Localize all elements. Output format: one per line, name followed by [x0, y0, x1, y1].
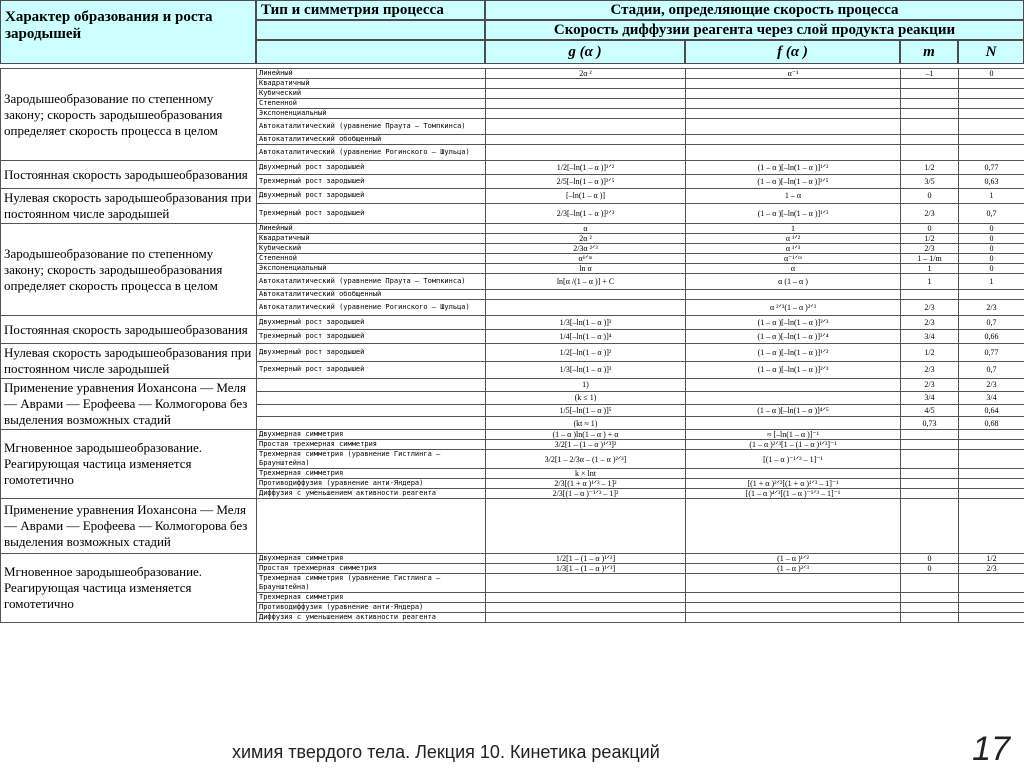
- table-row: [1, 430, 1024, 440]
- process-type: Трехмерный рост зародышей: [257, 361, 486, 379]
- n-value: [959, 440, 1024, 450]
- n-value: 3/4: [959, 391, 1024, 404]
- g-value: [486, 119, 686, 135]
- n-value: [959, 489, 1024, 499]
- n-value: 0,64: [959, 404, 1024, 417]
- n-value: [959, 145, 1024, 161]
- m-value: [901, 290, 959, 300]
- n-value: [959, 499, 1024, 554]
- m-value: 1/2: [901, 234, 959, 244]
- n-value: 0: [959, 69, 1024, 79]
- m-value: 0: [901, 224, 959, 234]
- process-type: Линейный: [257, 224, 486, 234]
- f-value: [686, 379, 901, 392]
- m-value: 3/5: [901, 175, 959, 189]
- f-value: (1 – α )[–ln(1 – α )]¹ᐟ²: [686, 161, 901, 175]
- process-type: Трехмерная симметрия: [257, 469, 486, 479]
- page-number: 17: [972, 730, 1010, 769]
- f-value: [686, 499, 901, 554]
- g-value: [–ln(1 – α )]: [486, 189, 686, 204]
- n-value: 0: [959, 264, 1024, 274]
- f-value: [686, 391, 901, 404]
- n-value: 0,63: [959, 175, 1024, 189]
- f-value: (1 – α )[–ln(1 – α )]³ᐟ⁴: [686, 330, 901, 344]
- m-value: 0: [901, 189, 959, 204]
- process-type: Двухмерная симметрия: [257, 430, 486, 440]
- n-value: 0: [959, 224, 1024, 234]
- f-value: α⁻¹ᐟᵐ: [686, 254, 901, 264]
- group-label: Зародышеобразование по степенному закону; скорость зародышеобразования определяет скорость процесса в целом: [1, 224, 257, 316]
- f-value: [686, 135, 901, 145]
- m-value: [901, 430, 959, 440]
- table-row: [1, 554, 1024, 564]
- group-label: Нулевая скорость зародышеобразования при постоянном числе зародышей: [1, 189, 257, 224]
- m-value: [901, 479, 959, 489]
- n-value: [959, 290, 1024, 300]
- n-value: 0: [959, 234, 1024, 244]
- m-value: [901, 603, 959, 613]
- f-value: [686, 290, 901, 300]
- process-type: Противодиффузия (уравнение анти-Яндера): [257, 603, 486, 613]
- g-value: [486, 300, 686, 316]
- n-value: 0,7: [959, 203, 1024, 223]
- m-value: [901, 119, 959, 135]
- f-value: α⁻¹: [686, 69, 901, 79]
- f-value: [(1 – α )⁴ᐟ³[(1 – α )⁻¹ᐟ³ – 1]⁻¹: [686, 489, 901, 499]
- group-label: Нулевая скорость зародышеобразования при постоянном числе зародышей: [1, 344, 257, 379]
- f-value: 1 – α: [686, 189, 901, 204]
- f-value: (1 – α )²ᐟ³: [686, 564, 901, 574]
- f-value: α ¹ᐟ³: [686, 244, 901, 254]
- table-row: [1, 316, 1024, 330]
- process-type: [257, 499, 486, 554]
- process-type: Трехмерный рост зародышей: [257, 203, 486, 223]
- m-value: 1/2: [901, 344, 959, 362]
- g-value: (k ≤ 1): [486, 391, 686, 404]
- n-value: 2/3: [959, 379, 1024, 392]
- m-value: 2/3: [901, 316, 959, 330]
- n-value: 0: [959, 244, 1024, 254]
- g-value: [486, 89, 686, 99]
- g-value: [486, 290, 686, 300]
- n-value: [959, 469, 1024, 479]
- g-value: 1): [486, 379, 686, 392]
- g-value: 3/2[1 – 2/3α – (1 – α )²ᐟ³]: [486, 450, 686, 469]
- n-value: [959, 135, 1024, 145]
- g-value: 1/2[–ln(1 – α )]²: [486, 344, 686, 362]
- table-row: [1, 379, 1024, 392]
- m-value: 3/4: [901, 330, 959, 344]
- header-type: Тип и симметрия процесса: [256, 0, 485, 20]
- g-value: α¹ᐟᵐ: [486, 254, 686, 264]
- m-value: 2/3: [901, 300, 959, 316]
- m-value: [901, 99, 959, 109]
- n-value: 0,7: [959, 361, 1024, 379]
- process-type: Кубический: [257, 244, 486, 254]
- n-value: [959, 479, 1024, 489]
- f-value: α ¹ᐟ²: [686, 234, 901, 244]
- g-value: 1/2[1 – (1 – α )¹ᐟ²]: [486, 554, 686, 564]
- n-value: 0,7: [959, 316, 1024, 330]
- process-type: Двухмерный рост зародышей: [257, 344, 486, 362]
- f-value: (1 – α )[–ln(1 – α )]²ᐟ³: [686, 316, 901, 330]
- m-value: 0,73: [901, 417, 959, 430]
- n-value: [959, 574, 1024, 593]
- process-type: Трехмерная симметрия (уравнение Гистлинга — Браунштейна): [257, 450, 486, 469]
- m-value: [901, 79, 959, 89]
- g-value: [486, 603, 686, 613]
- process-type: [257, 417, 486, 430]
- m-value: 2/3: [901, 203, 959, 223]
- n-value: 2/3: [959, 564, 1024, 574]
- process-type: Трехмерный рост зародышей: [257, 330, 486, 344]
- table-body: [1, 69, 1024, 623]
- process-type: Диффузия с уменьшением активности реагента: [257, 613, 486, 623]
- g-value: 1/2[–ln(1 – α )]¹ᐟ²: [486, 161, 686, 175]
- kinetics-table: [0, 68, 1024, 623]
- m-value: [901, 135, 959, 145]
- n-value: [959, 593, 1024, 603]
- process-type: Степенной: [257, 254, 486, 264]
- process-type: Простая трехмерная симметрия: [257, 564, 486, 574]
- n-value: [959, 89, 1024, 99]
- table-row: [1, 499, 1024, 554]
- f-value: [686, 89, 901, 99]
- process-type: Экспоненциальный: [257, 109, 486, 119]
- m-value: [901, 613, 959, 623]
- f-value: [(1 – α )⁻¹ᐟ³ – 1]⁻¹: [686, 450, 901, 469]
- f-value: [686, 603, 901, 613]
- header-m: m: [900, 40, 958, 64]
- process-type: Двухмерная симметрия: [257, 554, 486, 564]
- n-value: [959, 79, 1024, 89]
- m-value: [901, 499, 959, 554]
- g-value: 2/5[–ln(1 – α )]²ᐟ⁵: [486, 175, 686, 189]
- group-label: Мгновенное зародышеобразование. Реагирующая частица изменяется гомотетично: [1, 554, 257, 623]
- m-value: 1 – 1/m: [901, 254, 959, 264]
- f-value: [686, 79, 901, 89]
- m-value: [901, 574, 959, 593]
- g-value: [486, 613, 686, 623]
- table-row: [1, 224, 1024, 234]
- process-type: Линейный: [257, 69, 486, 79]
- m-value: 2/3: [901, 361, 959, 379]
- n-value: [959, 613, 1024, 623]
- f-value: 1: [686, 224, 901, 234]
- process-type: Степенной: [257, 99, 486, 109]
- group-label: Применение уравнения Иохансона — Меля — Аврами — Ерофеева — Колмогорова без выделения возможных стадий: [1, 499, 257, 554]
- process-type: Автокаталитический обобщенный: [257, 135, 486, 145]
- process-type: [257, 391, 486, 404]
- n-value: [959, 109, 1024, 119]
- g-value: [486, 499, 686, 554]
- n-value: 1/2: [959, 554, 1024, 564]
- f-value: (1 – α )²ᐟ³[1 – (1 – α )¹ᐟ³]⁻¹: [686, 440, 901, 450]
- f-value: (1 – α )[–ln(1 – α )]⁴ᐟ⁵: [686, 404, 901, 417]
- n-value: 1: [959, 274, 1024, 290]
- process-type: Квадратичный: [257, 79, 486, 89]
- process-type: Простая трехмерная симметрия: [257, 440, 486, 450]
- n-value: 0: [959, 254, 1024, 264]
- process-type: Диффузия с уменьшением активности реагента: [257, 489, 486, 499]
- m-value: [901, 109, 959, 119]
- header-stages: Стадии, определяющие скорость процесса: [485, 0, 1024, 20]
- g-value: 2α ²: [486, 69, 686, 79]
- process-type: Трехмерная симметрия: [257, 593, 486, 603]
- process-type: Квадратичный: [257, 234, 486, 244]
- process-type: Автокаталитический (уравнение Рогинского — Шульца): [257, 145, 486, 161]
- process-type: Экспоненциальный: [257, 264, 486, 274]
- table-row: [1, 189, 1024, 204]
- g-value: 2/3α ²ᐟ³: [486, 244, 686, 254]
- group-label: Постоянная скорость зародышеобразования: [1, 316, 257, 344]
- m-value: [901, 145, 959, 161]
- n-value: 0,66: [959, 330, 1024, 344]
- n-value: [959, 99, 1024, 109]
- m-value: –1: [901, 69, 959, 79]
- f-value: [686, 145, 901, 161]
- process-type: Автокаталитический (уравнение Праута — Томпкинса): [257, 274, 486, 290]
- group-label: Зародышеобразование по степенному закону; скорость зародышеобразования определяет скорость процесса в целом: [1, 69, 257, 161]
- process-type: Автокаталитический обобщенный: [257, 290, 486, 300]
- g-value: 2/3[(1 – α )⁻¹ᐟ³ – 1]²: [486, 489, 686, 499]
- g-value: ln α: [486, 264, 686, 274]
- header-blank: [256, 40, 485, 64]
- process-type: Двухмерный рост зародышей: [257, 161, 486, 175]
- header-speed: Скорость диффузии реагента через слой продукта реакции: [485, 20, 1024, 40]
- f-value: (1 – α )[–ln(1 – α )]¹ᐟ²: [686, 344, 901, 362]
- m-value: [901, 489, 959, 499]
- m-value: 3/4: [901, 391, 959, 404]
- f-value: [686, 99, 901, 109]
- process-type: Трехмерная симметрия (уравнение Гистлинга — Браунштейна): [257, 574, 486, 593]
- g-value: 3/2[1 – (1 – α )¹ᐟ³]²: [486, 440, 686, 450]
- process-type: Трехмерный рост зародышей: [257, 175, 486, 189]
- g-value: [486, 109, 686, 119]
- g-value: (kt ≈ 1): [486, 417, 686, 430]
- f-value: (1 – α )¹ᐟ²: [686, 554, 901, 564]
- g-value: 1/3[–ln(1 – α )]³: [486, 361, 686, 379]
- process-type: Двухмерный рост зародышей: [257, 189, 486, 204]
- n-value: [959, 450, 1024, 469]
- process-type: Кубический: [257, 89, 486, 99]
- g-value: ln[α /(1 – α )] + C: [486, 274, 686, 290]
- f-value: [686, 119, 901, 135]
- footer-text: химия твердого тела. Лекция 10. Кинетика реакций: [232, 742, 660, 763]
- m-value: 1: [901, 274, 959, 290]
- g-value: [486, 145, 686, 161]
- table-row: [1, 69, 1024, 79]
- f-value: [686, 469, 901, 479]
- f-value: [686, 417, 901, 430]
- n-value: 0,68: [959, 417, 1024, 430]
- m-value: [901, 440, 959, 450]
- n-value: 2/3: [959, 300, 1024, 316]
- process-type: Автокаталитический (уравнение Праута — Томпкинса): [257, 119, 486, 135]
- n-value: 0,77: [959, 344, 1024, 362]
- m-value: [901, 89, 959, 99]
- g-value: [486, 79, 686, 89]
- header-character: Характер образования и роста зародышей: [0, 0, 256, 64]
- header-f: f (α ): [685, 40, 900, 64]
- f-value: α: [686, 264, 901, 274]
- f-value: (1 – α )[–ln(1 – α )]¹ᐟ³: [686, 203, 901, 223]
- m-value: 4/5: [901, 404, 959, 417]
- header-blank: [256, 20, 485, 40]
- g-value: [486, 99, 686, 109]
- process-type: [257, 379, 486, 392]
- n-value: 0,77: [959, 161, 1024, 175]
- f-value: [686, 109, 901, 119]
- f-value: [686, 574, 901, 593]
- g-value: 2/3[–ln(1 – α )]²ᐟ³: [486, 203, 686, 223]
- process-type: Двухмерный рост зародышей: [257, 316, 486, 330]
- g-value: 1/5[–ln(1 – α )]⁵: [486, 404, 686, 417]
- m-value: 1/2: [901, 161, 959, 175]
- f-value: α ²ᐟ³(1 – α )²ᐟ³: [686, 300, 901, 316]
- header-g: g (α ): [485, 40, 685, 64]
- group-label: Мгновенное зародышеобразование. Реагирующая частица изменяется гомотетично: [1, 430, 257, 499]
- m-value: 2/3: [901, 379, 959, 392]
- f-value: ≈ [–ln(1 – α )]⁻¹: [686, 430, 901, 440]
- m-value: 2/3: [901, 244, 959, 254]
- m-value: 0: [901, 554, 959, 564]
- g-value: 1/4[–ln(1 – α )]⁴: [486, 330, 686, 344]
- m-value: 1: [901, 264, 959, 274]
- process-type: Противодиффузия (уравнение анти-Яндера): [257, 479, 486, 489]
- process-type: [257, 404, 486, 417]
- table-row: [1, 344, 1024, 362]
- m-value: 0: [901, 564, 959, 574]
- g-value: 1/3[1 – (1 – α )¹ᐟ³]: [486, 564, 686, 574]
- n-value: [959, 603, 1024, 613]
- g-value: α: [486, 224, 686, 234]
- group-label: Постоянная скорость зародышеобразования: [1, 161, 257, 189]
- table-row: [1, 161, 1024, 175]
- group-label: Применение уравнения Иохансона — Меля — Аврами — Ерофеева — Колмогорова без выделения возможных стадий: [1, 379, 257, 430]
- table-header: [0, 0, 1024, 64]
- g-value: 1/3[–ln(1 – α )]³: [486, 316, 686, 330]
- g-value: 2α ²: [486, 234, 686, 244]
- g-value: (1 – α )ln(1 – α ) + α: [486, 430, 686, 440]
- g-value: [486, 135, 686, 145]
- n-value: [959, 430, 1024, 440]
- n-value: 1: [959, 189, 1024, 204]
- header-n: N: [958, 40, 1024, 64]
- f-value: [686, 593, 901, 603]
- f-value: [(1 + α )²ᐟ³[(1 + α )¹ᐟ³ – 1]⁻¹: [686, 479, 901, 489]
- m-value: [901, 469, 959, 479]
- m-value: [901, 450, 959, 469]
- m-value: [901, 593, 959, 603]
- g-value: [486, 574, 686, 593]
- f-value: [686, 613, 901, 623]
- g-value: 2/3[(1 + α )¹ᐟ³ – 1]²: [486, 479, 686, 489]
- g-value: [486, 593, 686, 603]
- f-value: (1 – α )[–ln(1 – α )]²ᐟ³: [686, 361, 901, 379]
- g-value: k × lnt: [486, 469, 686, 479]
- process-type: Автокаталитический (уравнение Рогинского — Шульца): [257, 300, 486, 316]
- f-value: (1 – α )[–ln(1 – α )]³ᐟ⁵: [686, 175, 901, 189]
- n-value: [959, 119, 1024, 135]
- f-value: α (1 – α ): [686, 274, 901, 290]
